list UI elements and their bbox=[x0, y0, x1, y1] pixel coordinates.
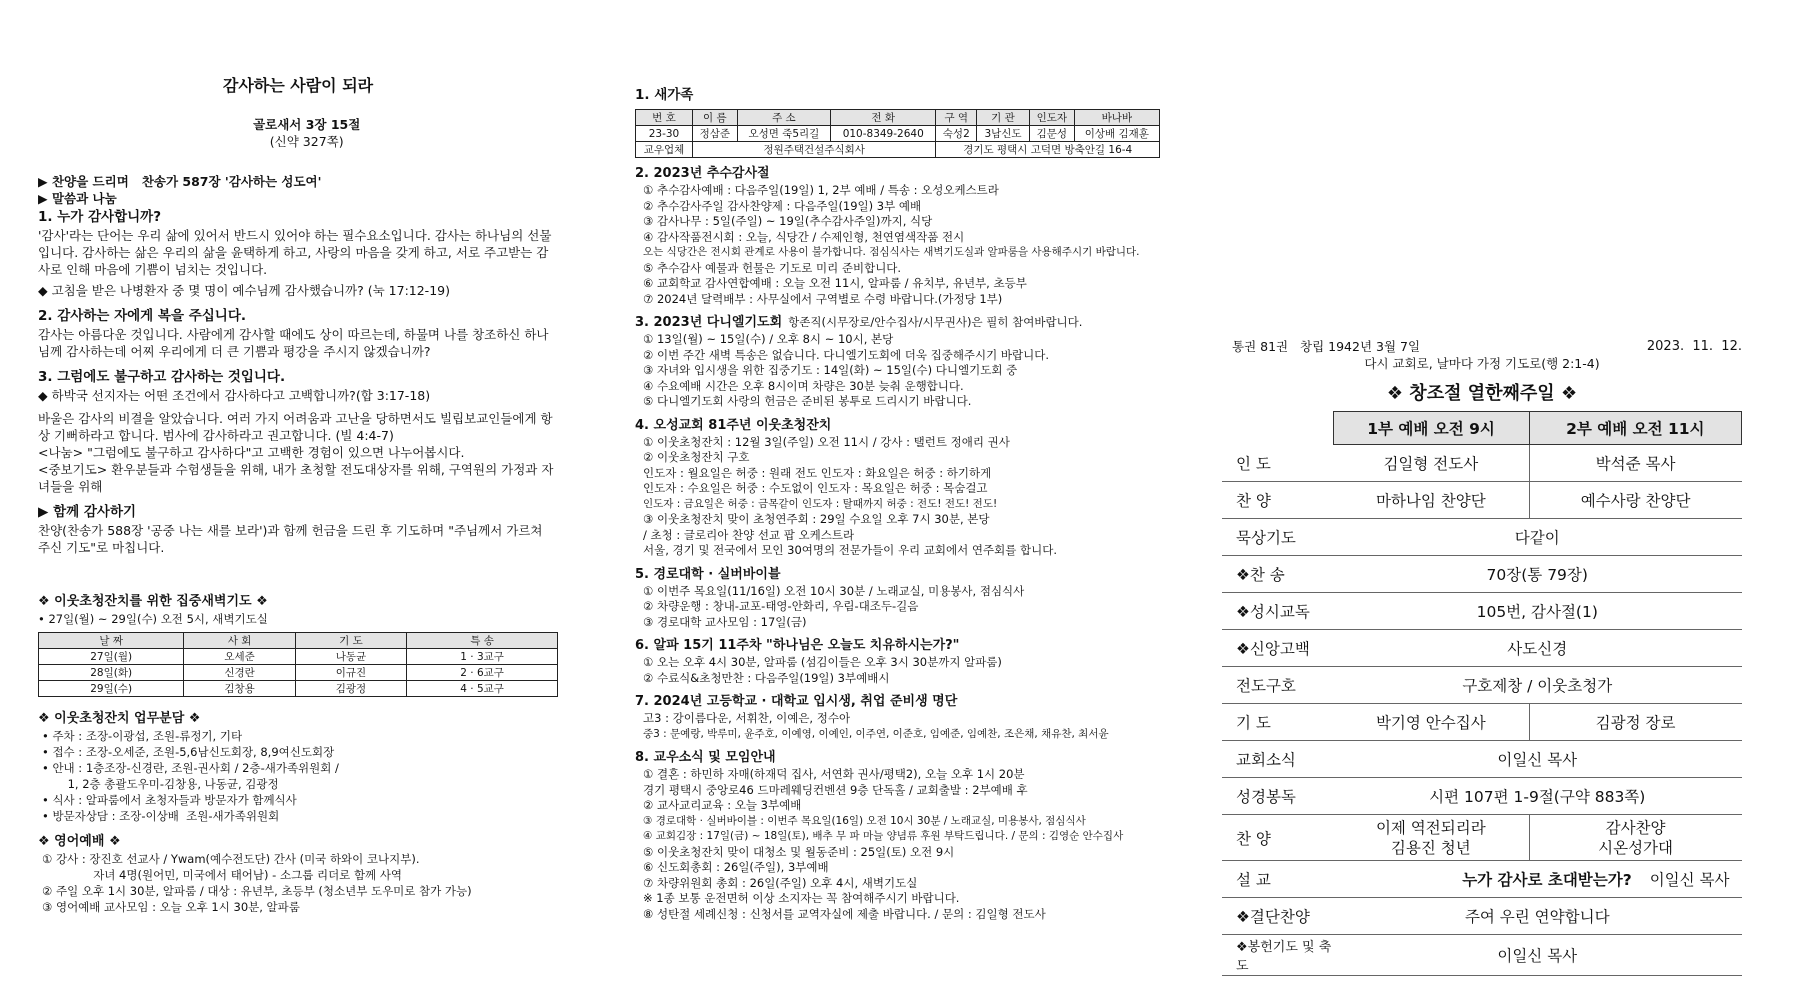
thanks-item: ② 추수감사주일 감사찬양제 : 다음주일(19일) 3부 예배 bbox=[643, 198, 922, 213]
meet-item: ④ 교회김장 : 17일(금) ~ 18일(토), 배추 무 파 마늘 양념류 후원 부탁드립니다. / 문의 : 김영순 안수집사 bbox=[643, 830, 1124, 842]
newcomer-header-cell: 기 관 bbox=[977, 110, 1030, 126]
thanks-item: ④ 감사작품전시회 : 오늘, 식당간 / 수제인형, 천연염색작품 전시 bbox=[643, 229, 965, 244]
section-2-heading: 2. 감사하는 자에게 복을 주십니다. bbox=[38, 308, 246, 324]
newcomer-header-cell: 인도자 bbox=[1029, 110, 1074, 126]
bulletin-column bbox=[1222, 0, 1742, 976]
meet-item: 경기 평택시 중앙로46 드마레웨딩컨벤션 9층 단독홀 / 교회출발 : 2부예배 후 bbox=[643, 782, 1028, 797]
party-item: 인도자 : 월요일은 허중 : 원래 전도 인도자 : 화요일은 허중 : 하기하게 bbox=[643, 465, 992, 480]
exam-heading: 7. 2024년 고등학교 · 대학교 입시생, 취업 준비생 명단 bbox=[635, 694, 958, 709]
prayer-row bbox=[39, 649, 558, 665]
sermon-title-ref: 누가 감사로 초대받는가? bbox=[1462, 871, 1632, 889]
worship-label: 찬 양 bbox=[1222, 815, 1333, 861]
order-of-worship bbox=[1222, 411, 1742, 976]
alpha-item: ① 오는 오후 4시 30분, 알파룸 (섬김이들은 오후 3시 30분까지 알파룸) bbox=[643, 655, 1002, 669]
alpha-heading: 6. 알파 15기 11주차 "하나님은 오늘도 치유하시는가?" bbox=[635, 638, 960, 653]
service-2-header: 2부 예배 오전 11시 bbox=[1529, 412, 1741, 445]
prayer-cell: 1 · 3교구 bbox=[407, 649, 558, 665]
prayer-cell: 28일(화) bbox=[39, 665, 184, 681]
worship-value-2nd: 김광정 장로 bbox=[1529, 704, 1741, 741]
business-address: 경기도 평택시 고덕면 방축안길 16-4 bbox=[936, 142, 1160, 158]
thanks-heading: 2. 2023년 추수감사절 bbox=[635, 166, 770, 181]
duty-item: 1, 2층 총괄도우미-김창용, 나동균, 김광정 bbox=[42, 777, 279, 791]
meet-item: ⑤ 이웃초청잔치 맞이 대청소 및 월동준비 : 25일(토) 오전 9시 bbox=[643, 844, 955, 859]
praise-song-1: 이제 역전되리라 bbox=[1375, 818, 1486, 837]
section-3-share: <나눔> "그럼에도 불구하고 감사하다"고 고백한 경험이 있으면 나누어봅시다. bbox=[38, 445, 465, 460]
duties-list bbox=[38, 728, 558, 824]
newcomer-table bbox=[635, 109, 1160, 158]
intro-word: ▶ 말씀과 나눔 bbox=[38, 191, 117, 206]
thanks-item: ③ 감사나무 : 5일(주일) ~ 19일(추수감사주일)까지, 식당 bbox=[643, 214, 933, 228]
english-item: ③ 영어예배 교사모임 : 오늘 오후 1시 30분, 알파룸 bbox=[42, 900, 300, 914]
thanks-item: ① 추수감사예배 : 다음주일(19일) 1, 2부 예배 / 특송 : 오성오케스트라 bbox=[643, 183, 999, 197]
prayer-cell: 김광정 bbox=[295, 681, 406, 697]
daniel-heading-text: 3. 2023년 다니엘기도회 bbox=[635, 315, 783, 330]
section-4-heading: ▶ 함께 감사하기 bbox=[38, 504, 137, 520]
newcomer-cell: 010-8349-2640 bbox=[831, 126, 936, 142]
meet-item: ③ 경로대학 · 실버바이블 : 이번주 목요일(16일) 오전 10시 30분 / 노래교실, 미용봉사, 점심식사 bbox=[643, 814, 1086, 827]
english-title: ❖ 영어예배 ❖ bbox=[38, 834, 121, 849]
service-header-row bbox=[1222, 412, 1742, 445]
worship-value: 이일신 목사 bbox=[1333, 935, 1742, 976]
worship-row bbox=[1222, 778, 1742, 815]
prayer-subtitle: • 27일(월) ~ 29일(수) 오전 5시, 새벽기도실 bbox=[38, 612, 268, 626]
newcomer-header-cell: 주 소 bbox=[737, 110, 830, 126]
prayer-row bbox=[39, 681, 558, 697]
worship-value: 105번, 감사절(1) bbox=[1333, 593, 1742, 630]
prayer-row bbox=[39, 665, 558, 681]
section-1-question: ◆ 고침을 받은 나병환자 중 몇 명이 예수님께 감사했습니까? (눅 17:12-19) bbox=[38, 283, 450, 298]
worship-row bbox=[1222, 815, 1742, 861]
alpha-item: ② 수료식&초청만찬 : 다음주일(19일) 3부예배시 bbox=[643, 670, 890, 685]
prayer-header-cell: 날 짜 bbox=[39, 633, 184, 649]
thanks-item: ⑤ 추수감사 예물과 헌물은 기도로 미리 준비합니다. bbox=[643, 260, 902, 275]
worship-value-2nd: 박석준 목사 bbox=[1529, 445, 1741, 482]
newcomer-business-row bbox=[636, 142, 1160, 158]
intro-praise: ▶ 찬양을 드리며 찬송가 587장 '감사하는 성도여' bbox=[38, 174, 322, 189]
school-item: ③ 경로대학 교사모임 : 17일(금) bbox=[643, 614, 807, 629]
newcomer-cell: 정삼준 bbox=[692, 126, 737, 142]
worship-value-1st: 김일형 전도사 bbox=[1333, 445, 1529, 482]
prayer-table bbox=[38, 632, 558, 697]
bulletin-motto: 다시 교회로, 날마다 가정 기도로(행 2:1-4) bbox=[1364, 356, 1600, 371]
sermon-scripture bbox=[38, 99, 558, 167]
worship-row bbox=[1222, 482, 1742, 519]
worship-label: 전도구호 bbox=[1222, 667, 1333, 704]
worship-row bbox=[1222, 935, 1742, 976]
daniel-item: ③ 자녀와 입시생을 위한 집중기도 : 14일(화) ~ 15일(수) 다니엘기도회 중 bbox=[643, 363, 1018, 377]
preacher: 이일신 목사 bbox=[1649, 871, 1730, 889]
worship-value-1st: 마하나임 찬양단 bbox=[1333, 482, 1529, 519]
worship-label: 기 도 bbox=[1222, 704, 1333, 741]
section-3-intercession: <중보기도> 환우분들과 수험생들을 위해, 내가 초청할 전도대상자를 위해, 구역원의 가정과 자녀들을 위해 bbox=[38, 462, 554, 494]
worship-row bbox=[1222, 630, 1742, 667]
bulletin-meta bbox=[1222, 338, 1742, 355]
worship-value-2nd: 예수사랑 찬양단 bbox=[1529, 482, 1741, 519]
party-heading: 4. 오성교회 81주년 이웃초청잔치 bbox=[635, 417, 832, 433]
party-item: ① 이웃초청잔치 : 12월 3일(주일) 오전 11시 / 강사 : 탤런트 정애리 권사 bbox=[643, 434, 1010, 449]
prayer-cell: 신경란 bbox=[184, 665, 295, 681]
meet-item: ② 교사교리교육 : 오늘 3부예배 bbox=[643, 798, 802, 812]
daniel-heading bbox=[635, 313, 1160, 332]
worship-row bbox=[1222, 519, 1742, 556]
worship-label: 설 교 bbox=[1222, 861, 1333, 898]
thanks-item: ⑥ 교회학교 감사연합예배 : 오늘 오전 11시, 알파룸 / 유치부, 유년부, 초등부 bbox=[643, 276, 1027, 290]
prayer-cell: 나동균 bbox=[295, 649, 406, 665]
party-item: 서울, 경기 및 전국에서 모인 30여명의 전문가들이 우리 교회에서 연주회를 합니다. bbox=[643, 543, 1057, 557]
news-sections bbox=[635, 164, 1160, 922]
worship-value: 70장(통 79장) bbox=[1333, 556, 1742, 593]
duty-item: • 안내 : 1층조장-신경란, 조원-권사회 / 2층-새가족위원회 / bbox=[42, 761, 339, 775]
worship-value: 주여 우린 연약합니다 bbox=[1333, 898, 1742, 935]
newcomer-cell: 23-30 bbox=[636, 126, 693, 142]
worship-label: ❖성시교독 bbox=[1222, 593, 1333, 630]
newcomer-cell: 3남신도 bbox=[977, 126, 1030, 142]
worship-row bbox=[1222, 861, 1742, 898]
newcomer-header-cell: 번 호 bbox=[636, 110, 693, 126]
scripture-text: 골로새서 3장 15절 bbox=[253, 117, 361, 132]
thanks-item: ⑦ 2024년 달력배부 : 사무실에서 구역별로 수령 바랍니다.(가정당 1부) bbox=[643, 291, 1003, 306]
worship-value: 이일신 목사 bbox=[1333, 741, 1742, 778]
sermon-column bbox=[38, 0, 558, 915]
section-3-question: ◆ 하박국 선지자는 어떤 조건에서 감사하다고 고백합니까?(합 3:17-18) bbox=[38, 388, 431, 403]
english-item: ① 강사 : 장진호 선교사 / Ywam(예수전도단) 간사 (미국 하와이 코나지부). bbox=[42, 852, 420, 866]
duty-item: • 접수 : 조장-오세준, 조원-5,6남신도회장, 8,9여신도회장 bbox=[42, 745, 335, 759]
english-list bbox=[38, 851, 558, 915]
party-item: 인도자 : 수요일은 허중 : 수도없이 인도자 : 목요일은 허중 : 목숨걸고 bbox=[643, 481, 988, 495]
volume-info: 통권 81권 창립 1942년 3월 7일 bbox=[1232, 339, 1421, 354]
worship-value: 시편 107편 1-9절(구약 883쪽) bbox=[1333, 778, 1742, 815]
worship-row bbox=[1222, 704, 1742, 741]
school-item: ② 차량운행 : 창내-교포-태영-안화리, 우림-대조두-길음 bbox=[643, 599, 919, 613]
newcomer-header-cell: 구 역 bbox=[936, 110, 977, 126]
daniel-item: ④ 수요예배 시간은 오후 8시이며 차량은 30분 늦춰 운행합니다. bbox=[643, 378, 964, 393]
praise-team-2: 시온성가대 bbox=[1598, 838, 1673, 857]
english-item: ② 주일 오후 1시 30분, 알파룸 / 대상 : 유년부, 초등부 (청소년부 도우미로 참가 가능) bbox=[42, 884, 472, 898]
party-item: 인도자 : 금요일은 허중 : 금목같이 인도자 : 탈때까지 허중 : 전도! 전도! 전도! bbox=[643, 497, 998, 510]
english-item: 자녀 4명(원어민, 미국에서 태어남) - 소그룹 리더로 함께 사역 bbox=[42, 868, 403, 882]
worship-value-1st: 박기영 안수집사 bbox=[1333, 704, 1529, 741]
worship-value: 구호제창 / 이웃초청가 bbox=[1333, 667, 1742, 704]
service-1-header: 1부 예배 오전 9시 bbox=[1333, 412, 1529, 445]
prayer-header-cell: 특 송 bbox=[407, 633, 558, 649]
worship-value-2nd bbox=[1529, 815, 1741, 861]
prayer-cell: 오세준 bbox=[184, 649, 295, 665]
section-1-body: '감사'라는 단어는 우리 삶에 있어서 반드시 있어야 하는 필수요소입니다. 감사는 하나님의 선물입니다. 감사하는 삶은 우리의 삶을 윤택하게 하고, 사랑의 마음을 갖게 하고, 서로 주고받는 감사로 인해 마음에 기쁨이 넘치는 것입니다. bbox=[38, 228, 552, 277]
worship-value-1st bbox=[1333, 815, 1529, 861]
prayer-header-cell: 사 회 bbox=[184, 633, 295, 649]
newcomer-heading: 1. 새가족 bbox=[635, 87, 694, 103]
prayer-title: ❖ 이웃초청잔치를 위한 집중새벽기도 ❖ bbox=[38, 594, 268, 609]
newcomer-cell: 숙성2 bbox=[936, 126, 977, 142]
newcomer-header-cell: 바나바 bbox=[1074, 110, 1159, 126]
praise-team-1: 김용진 청년 bbox=[1390, 838, 1471, 857]
praise-song-2: 감사찬양 bbox=[1605, 818, 1666, 837]
prayer-cell: 김창용 bbox=[184, 681, 295, 697]
worship-label: 묵상기도 bbox=[1222, 519, 1333, 556]
prayer-cell: 29일(수) bbox=[39, 681, 184, 697]
sermon-title: 감사하는 사람이 되라 bbox=[222, 76, 374, 95]
prayer-cell: 27일(월) bbox=[39, 649, 184, 665]
business-label: 교우업체 bbox=[636, 142, 693, 158]
section-3-heading: 3. 그럼에도 불구하고 감사하는 것입니다. bbox=[38, 369, 286, 385]
newcomer-cell: 오성면 죽5리길 bbox=[737, 126, 830, 142]
worship-value: 사도신경 bbox=[1333, 630, 1742, 667]
duty-item: • 방문자상담 : 조장-이상배 조원-새가족위원회 bbox=[42, 809, 280, 823]
worship-label: ❖결단찬양 bbox=[1222, 898, 1333, 935]
meet-item: ⑥ 신도회총회 : 26일(주일), 3부예배 bbox=[643, 860, 829, 874]
party-item: ② 이웃초청잔치 구호 bbox=[643, 450, 750, 464]
section-1-heading: 1. 누가 감사합니까? bbox=[38, 209, 162, 225]
prayer-cell: 4 · 5교구 bbox=[407, 681, 558, 697]
prayer-header-cell: 기 도 bbox=[295, 633, 406, 649]
daniel-item: ① 13일(월) ~ 15일(수) / 오후 8시 ~ 10시, 본당 bbox=[643, 332, 894, 346]
worship-label: 인 도 bbox=[1222, 445, 1333, 482]
worship-label: ❖신앙고백 bbox=[1222, 630, 1333, 667]
sunday-title: ❖ 창조절 열한째주일 ❖ bbox=[1386, 383, 1578, 404]
section-4-body: 찬양(찬송가 588장 '공중 나는 새를 보라')과 함께 헌금을 드린 후 기도하며 "주님께서 가르쳐 주신 기도"로 마칩니다. bbox=[38, 523, 547, 555]
worship-row bbox=[1222, 445, 1742, 482]
worship-label: ❖찬 송 bbox=[1222, 556, 1333, 593]
meet-item: ※ 1종 보통 운전면허 이상 소지자는 꼭 참여해주시기 바랍니다. bbox=[643, 891, 960, 905]
meet-item: ⑦ 차량위원회 총회 : 26일(주일) 오후 4시, 새벽기도실 bbox=[643, 875, 918, 890]
worship-label: 성경봉독 bbox=[1222, 778, 1333, 815]
newcomer-header-cell: 이 름 bbox=[692, 110, 737, 126]
worship-label: ❖봉헌기도 및 축도 bbox=[1222, 935, 1333, 976]
school-item: ① 이번주 목요일(11/16일) 오전 10시 30분 / 노래교실, 미용봉사, 점심식사 bbox=[643, 583, 1025, 598]
worship-label: 교회소식 bbox=[1222, 741, 1333, 778]
scripture-ref: (신약 327쪽) bbox=[269, 134, 344, 149]
school-heading: 5. 경로대학 · 실버바이블 bbox=[635, 566, 781, 582]
newcomer-cell: 김문성 bbox=[1029, 126, 1074, 142]
thanks-item: 오는 식당간은 전시회 관계로 사용이 불가합니다. 점심식사는 새벽기도실과 알파룸을 사용해주시기 바랍니다. bbox=[643, 246, 1140, 258]
worship-row bbox=[1222, 667, 1742, 704]
duty-item: • 주차 : 조장-이광섭, 조원-류정기, 기타 bbox=[42, 729, 243, 743]
daniel-item: ② 이번 주간 새벽 특송은 없습니다. 다니엘기도회에 더욱 집중해주시기 바랍니다. bbox=[643, 347, 1050, 362]
bulletin-date: 2023. 11. 12. bbox=[1646, 339, 1742, 354]
meet-heading: 8. 교우소식 및 모임안내 bbox=[635, 750, 776, 765]
section-2-body: 감사는 아름다운 것입니다. 사람에게 감사할 때에도 상이 따르는데, 하물며 나를 창조하신 하나님께 감사하는데 어찌 우리에게 더 큰 기쁨과 평강을 주시지 않겠습니까? bbox=[38, 327, 549, 359]
meet-item: ⑧ 성탄절 세례신청 : 신청서를 교역자실에 제출 바랍니다. / 문의 : 김일형 전도사 bbox=[643, 906, 1046, 921]
worship-row bbox=[1222, 593, 1742, 630]
newcomer-header-cell: 전 화 bbox=[831, 110, 936, 126]
worship-label: 찬 양 bbox=[1222, 482, 1333, 519]
duties-title: ❖ 이웃초청잔치 업무분담 ❖ bbox=[38, 711, 201, 726]
business-name: 정원주택건설주식회사 bbox=[692, 142, 935, 158]
worship-row bbox=[1222, 556, 1742, 593]
prayer-cell: 2 · 6교구 bbox=[407, 665, 558, 681]
worship-row bbox=[1222, 741, 1742, 778]
daniel-item: ⑤ 다니엘기도회 사랑의 헌금은 준비된 봉투로 드리시기 바랍니다. bbox=[643, 394, 972, 408]
party-item: ③ 이웃초청잔치 맞이 초청연주회 : 29일 수요일 오후 7시 30분, 본당 bbox=[643, 512, 990, 526]
exam-item: 중3 : 문예랑, 박루미, 윤주호, 이예영, 이예인, 이주연, 이준호, 임예준, 임예찬, 조은채, 채유찬, 최서윤 bbox=[643, 727, 1109, 740]
worship-row bbox=[1222, 898, 1742, 935]
newcomer-cell: 이상배 김재훈 bbox=[1074, 126, 1159, 142]
newcomer-row bbox=[636, 126, 1160, 142]
duty-item: • 식사 : 알파룸에서 초청자들과 방문자가 함께식사 bbox=[42, 793, 297, 807]
exam-item: 고3 : 강이름다운, 서휘찬, 이예은, 정수아 bbox=[643, 711, 851, 725]
daniel-note: 항존직(시무장로/안수집사/시무권사)은 필히 참여바랍니다. bbox=[788, 315, 1083, 329]
worship-value: 다같이 bbox=[1333, 519, 1742, 556]
prayer-cell: 이규진 bbox=[295, 665, 406, 681]
section-3-body: 바울은 감사의 비결을 알았습니다. 여러 가지 어려움과 고난을 당하면서도 빌립보교인들에게 항상 기뻐하라고 합니다. 범사에 감사하라고 권고합니다. (빌 4:4-7) bbox=[38, 411, 553, 443]
sermon-row-value bbox=[1333, 861, 1742, 898]
news-column bbox=[635, 0, 1160, 922]
meet-item: ① 결혼 : 하민하 자매(하재덕 집사, 서연화 권사/평택2), 오늘 오후 1시 20분 bbox=[643, 767, 1025, 781]
party-item: / 초청 : 글로리아 찬양 선교 팝 오케스트라 bbox=[643, 527, 855, 542]
